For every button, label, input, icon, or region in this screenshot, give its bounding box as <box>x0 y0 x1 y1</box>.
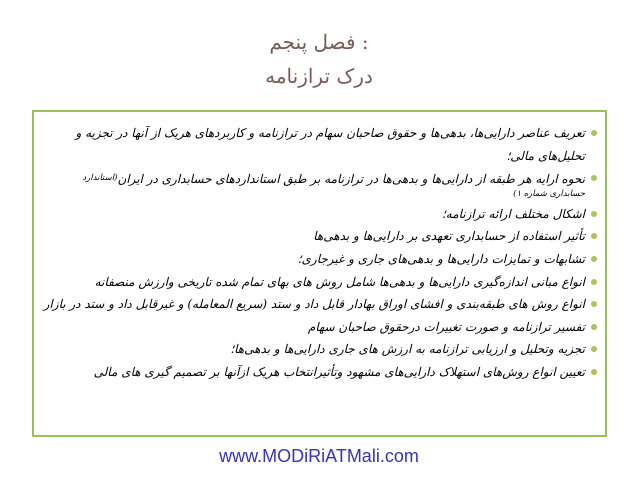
bullet-text: اشکال مختلف ارائه ترازنامه؛ <box>441 206 585 221</box>
bullet-dot-icon <box>591 211 597 217</box>
bullet-subnote: حسابداری شماره ۱) <box>513 188 585 199</box>
bullet-item <box>42 225 597 248</box>
slide-title: فصل پنجم : <box>269 30 369 54</box>
bullet-text: انواع مبانی اندازه‌گیری دارایی‌ها و بدهی‌ها شامل روش های بهای تمام شده تاریخی وارزش منصفانه <box>94 274 585 289</box>
slide-subtitle: درک ترازنامه <box>265 64 373 88</box>
bullet-text: تعریف عناصر دارایی‌ها، بدهی‌ها و حقوق صاحبان سهام در ترازنامه و کاربردهای هریک از آنها در تجزیه و تحلیل‌های مالی؛ <box>75 126 585 163</box>
bullet-dot-icon <box>591 369 597 375</box>
bullet-note: (استاندارد <box>82 173 118 184</box>
footer-url: www.MODiRiATMali.com <box>219 446 419 466</box>
bullet-text: تعیین انواع روش‌های استهلاک دارایی‌های مشهود وتأثیرانتخاب هریک ازآنها بر تصمیم گیری های مالی <box>93 364 585 379</box>
bullet-dot-icon <box>591 130 597 136</box>
bullet-text: انواع روش های طبقه‌بندی و افشای اوراق بهادار قابل داد و ستد (سریع المعامله) و غیرقابل داد و ستد در بازار <box>43 297 585 312</box>
bullet-list <box>34 112 605 384</box>
bullet-text: تجزیه وتحلیل و ارزیابی ترازنامه به ارزش های جاری دارایی‌ها و بدهی‌ها؛ <box>230 342 585 357</box>
bullet-dot-icon <box>591 233 597 239</box>
bullet-item <box>42 293 597 316</box>
bullet-dot-icon <box>591 279 597 285</box>
bullet-dot-icon <box>591 301 597 307</box>
bullet-item <box>42 361 597 384</box>
content-box <box>32 110 607 437</box>
bullet-item <box>42 271 597 294</box>
bullet-item <box>42 203 597 226</box>
bullet-text: تفسیر ترازنامه و صورت تغییرات درحقوق صاحبان سهام <box>307 319 585 334</box>
bullet-dot-icon <box>591 324 597 330</box>
bullet-dot-icon <box>591 256 597 262</box>
bullet-text: تأثیر استفاده از حسابداری تعهدی بر دارایی‌ها و بدهی‌ها <box>313 229 585 244</box>
bullet-text: تشابهات و تمایزات دارایی‌ها و بدهی‌های جاری و غیرجاری؛ <box>297 251 585 266</box>
bullet-text: نحوه ارایه هر طبقه از دارایی‌ها و بدهی‌ها در ترازنامه بر طبق استانداردهای حسابداری در ایران <box>117 172 585 187</box>
bullet-item <box>42 248 597 271</box>
bullet-item <box>42 122 597 167</box>
bullet-item <box>42 167 597 201</box>
bullet-dot-icon <box>591 346 597 352</box>
bullet-item <box>42 316 597 339</box>
bullet-dot-icon <box>591 175 597 181</box>
bullet-item <box>42 338 597 361</box>
